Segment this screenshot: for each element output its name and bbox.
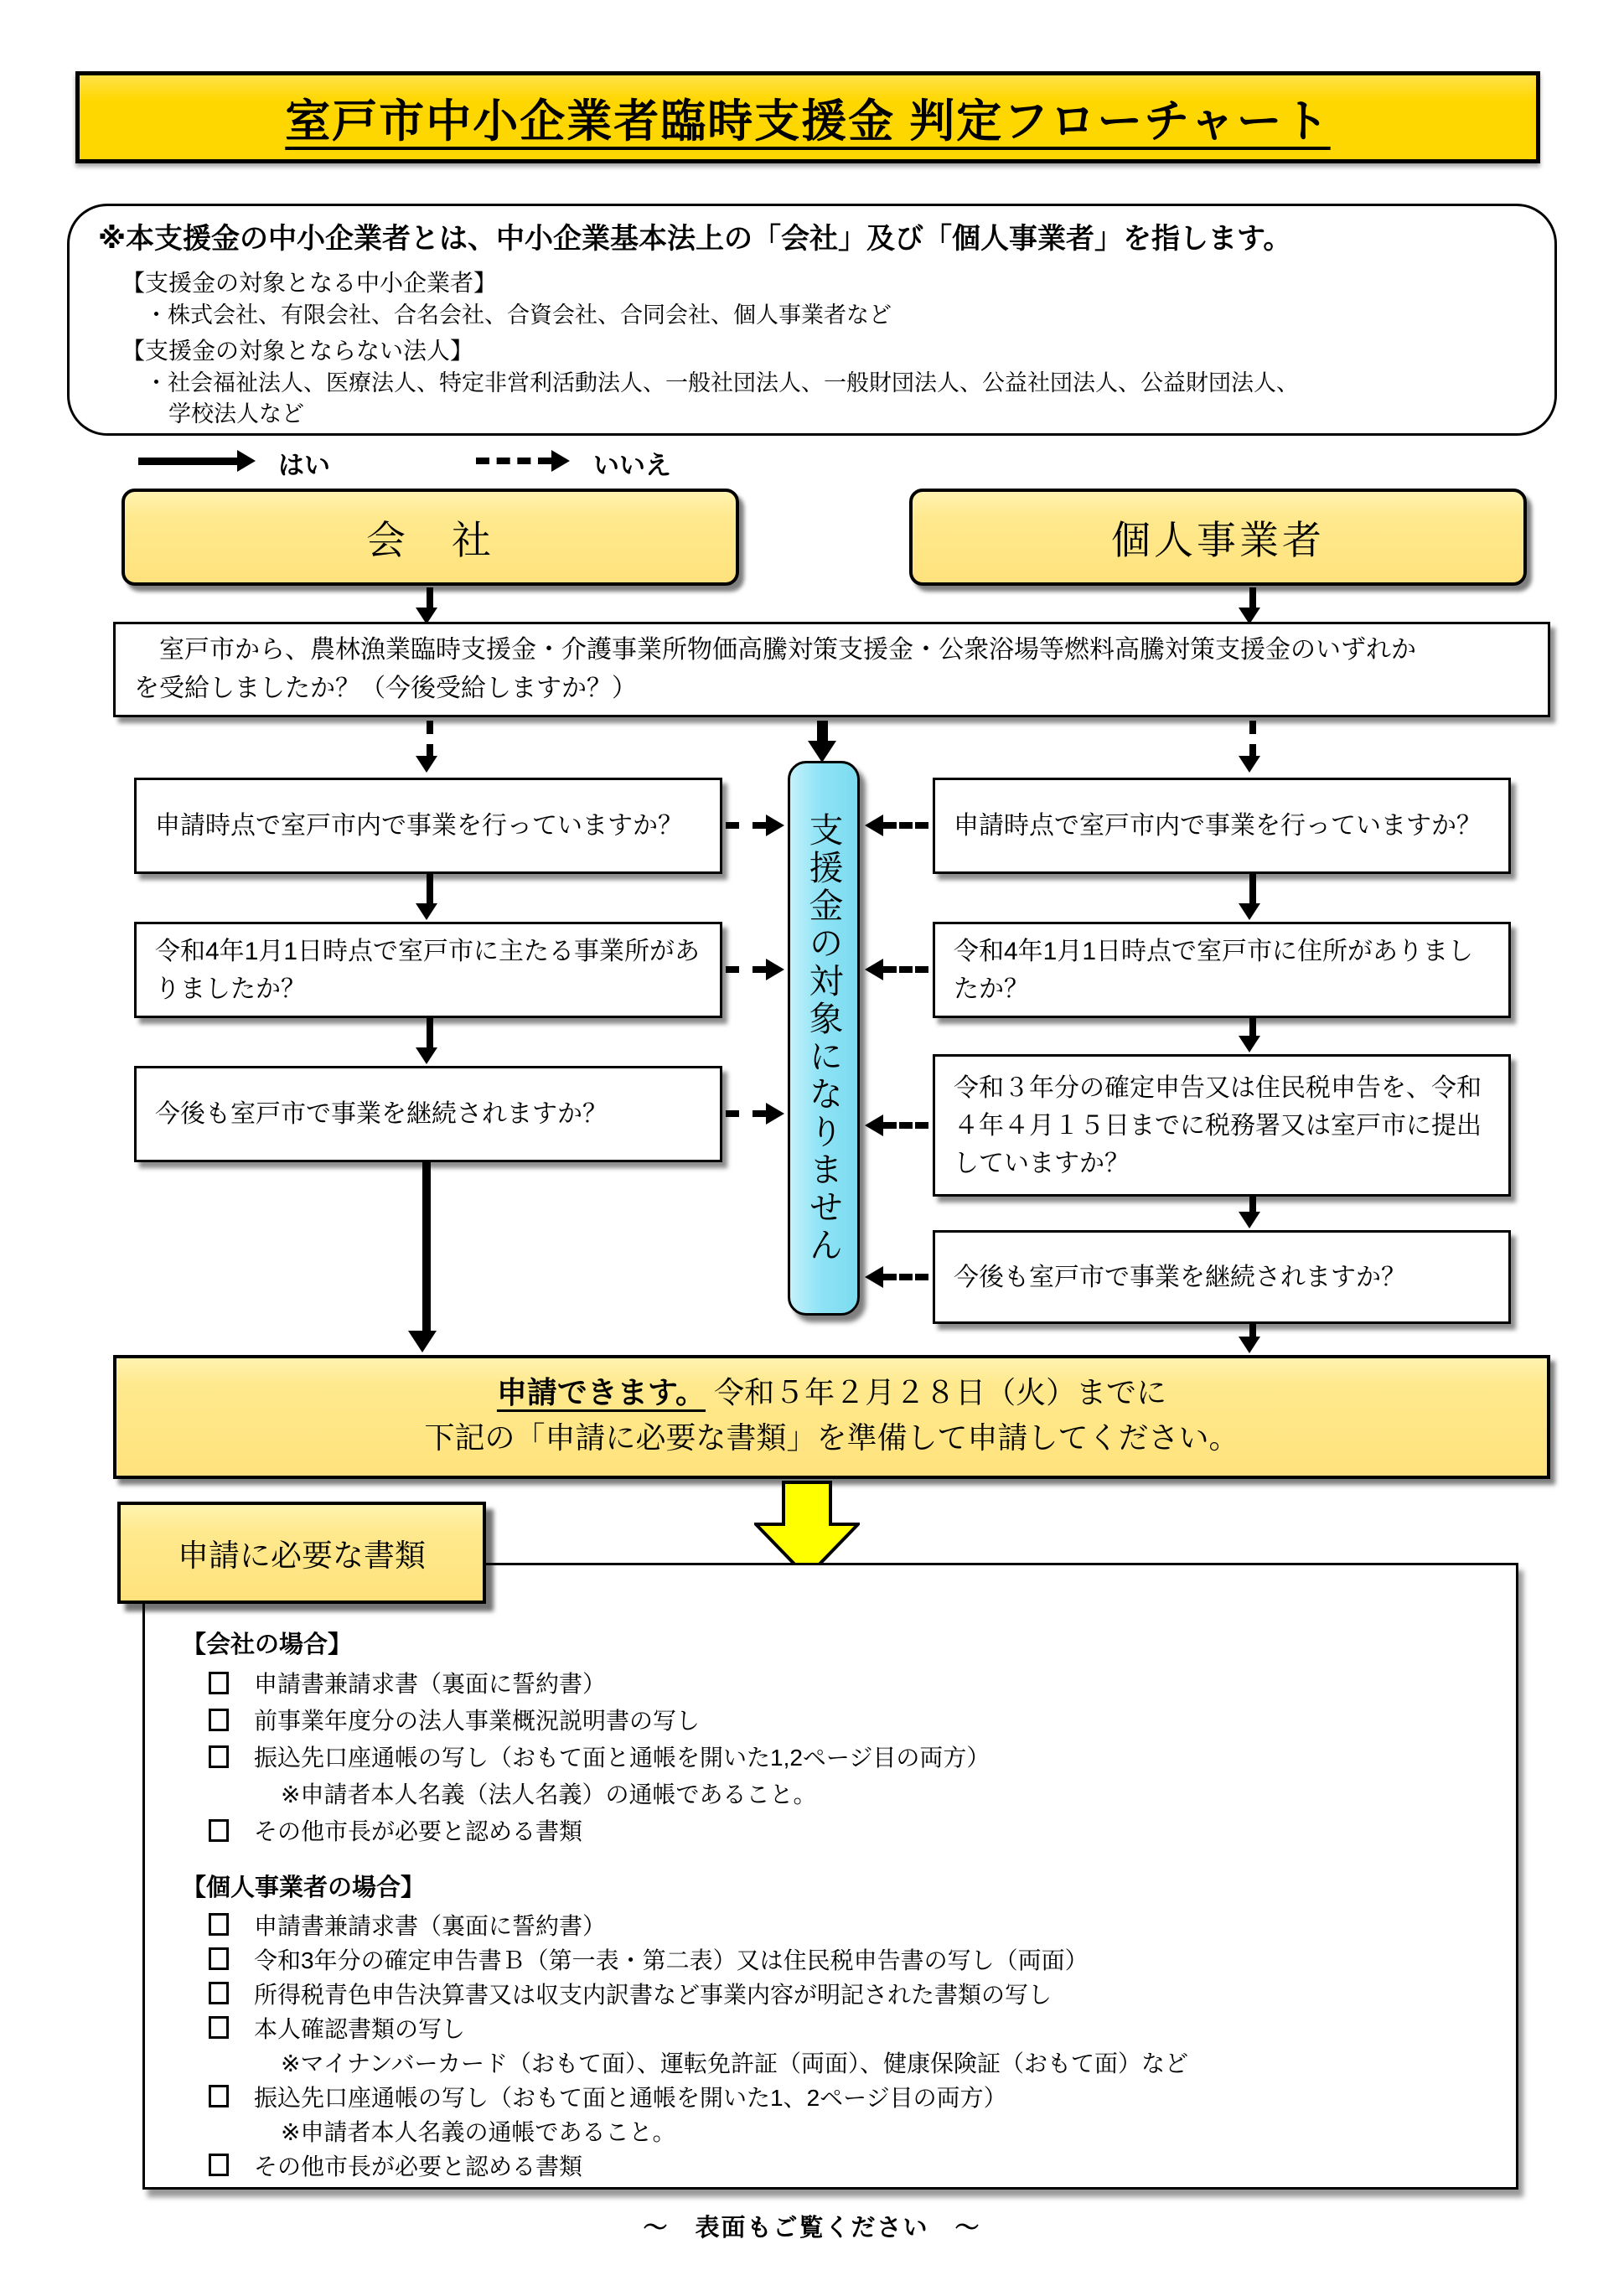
docs-section-gap — [182, 1849, 1486, 1869]
arrow-individual-q1-q2-line — [1249, 874, 1256, 905]
common-question-line1: 室戸市から、農林漁業臨時支援金・介護事業所物価高騰対策支援金・公衆浴場等燃料高騰対策支援金のいずれか — [134, 636, 1416, 664]
result-line1-rest: 令和５年２月２８日（火）までに — [714, 1375, 1167, 1409]
checkbox-icon — [209, 2085, 229, 2107]
arrow-individual-q1-no-line — [883, 822, 928, 829]
individual-doc-item — [182, 1907, 1486, 1942]
individual-doc-item-text: 令和3年分の確定申告書Ｂ（第一表・第二表）又は住民税申告書の写し（両面） — [254, 1947, 1089, 1973]
company-doc-note-text: ※申請者本人名義（法人名義）の通帳であること。 — [281, 1781, 817, 1807]
ineligible-items-line2: 学校法人など — [168, 401, 304, 427]
individual-doc-note — [182, 2045, 1486, 2079]
company-doc-note — [182, 1775, 1486, 1812]
checkbox-icon — [209, 1947, 229, 1970]
checkbox-icon — [209, 1913, 229, 1936]
common-question-line2: を受給しましたか？（今後受給しますか？） — [134, 675, 637, 702]
arrow-individual-q2-no-line — [883, 966, 928, 973]
individual-doc-item — [182, 1976, 1486, 2010]
arrow-company-q3-no-line — [726, 1110, 766, 1117]
arrow-company-q2-q3-line — [427, 1018, 433, 1049]
arrow-company-q1-q2-head-icon — [416, 903, 437, 920]
eligible-heading: 【支援金の対象となる中小企業者】 — [122, 270, 498, 296]
arrow-individual-q2-no-head-icon — [865, 959, 883, 980]
company-q2-text: 令和4年1月1日時点で室戸市に主たる事業所がありましたか？ — [155, 937, 701, 1003]
company-docs-heading: 【会社の場合】 — [182, 1632, 353, 1658]
individual-doc-note-text: ※マイナンバーカード（おもて面）、運転免許証（両面）、健康保険証（おもて面）など — [281, 2050, 1188, 2076]
individual-q4-text: 今後も室戸市で事業を継続されますか？ — [954, 1263, 1406, 1291]
individual-q2-text: 令和4年1月1日時点で室戸市に住所がありましたか？ — [954, 937, 1474, 1003]
arrow-company-q1-q2-line — [427, 874, 433, 905]
arrow-individual-q3-q4-head-icon — [1239, 1212, 1260, 1228]
individual-doc-item-text: 振込先口座通帳の写し（おもて面と通帳を開いた1、2ページ目の両方） — [254, 2084, 1007, 2111]
company-doc-item — [182, 1664, 1486, 1701]
checkbox-icon — [209, 1982, 229, 2004]
checkbox-icon — [209, 2016, 229, 2039]
company-doc-item-text: その他市長が必要と認める書類 — [254, 1818, 583, 1844]
arrow-company-to-common-line — [427, 587, 433, 609]
individual-doc-item-text: 所得税青色申告決算書又は収支内訳書など事業内容が明記された書類の写し — [254, 1981, 1052, 2008]
arrow-company-q3-no-head-icon — [766, 1103, 784, 1125]
checkbox-icon — [209, 2154, 229, 2176]
footer-note: ～ 表面もご覧ください ～ — [643, 2215, 981, 2242]
arrow-no-to-individual-q1-line — [1249, 721, 1256, 758]
individual-doc-item-text: その他市長が必要と認める書類 — [254, 2153, 583, 2180]
result-box — [113, 1355, 1550, 1479]
result-emphasis: 申請できます。 — [496, 1375, 706, 1409]
arrow-individual-q1-q2-head-icon — [1239, 903, 1260, 920]
arrow-individual-q3-no-line — [883, 1122, 928, 1129]
checkbox-icon — [209, 1745, 229, 1768]
legend-no-arrow-line — [476, 458, 551, 464]
arrow-individual-q2-q3-line — [1249, 1018, 1256, 1037]
arrow-individual-q4-no-line — [883, 1274, 928, 1280]
legend-yes-arrow-line — [138, 458, 237, 465]
page-title-bar — [75, 71, 1540, 163]
notice-box — [67, 204, 1557, 436]
arrow-yes-to-not-eligible-head-icon — [808, 741, 836, 763]
arrow-company-q2-no-head-icon — [766, 959, 784, 980]
legend-yes-arrow-head-icon — [237, 450, 256, 472]
legend-yes-label: はい — [278, 451, 330, 480]
result-line1 — [116, 1370, 1547, 1415]
individual-docs-heading: 【個人事業者の場合】 — [182, 1875, 426, 1901]
not-eligible-box — [788, 761, 860, 1316]
arrow-individual-q4-no-head-icon — [865, 1266, 883, 1288]
arrow-company-q2-q3-head-icon — [416, 1047, 437, 1064]
individual-doc-note — [182, 2113, 1486, 2148]
arrow-no-to-individual-q1-head-icon — [1239, 756, 1260, 773]
company-doc-item-text: 前事業年度分の法人事業概況説明書の写し — [254, 1708, 701, 1734]
arrow-no-to-company-q1-head-icon — [416, 756, 437, 773]
individual-doc-note-text: ※申請者本人名義の通帳であること。 — [281, 2118, 676, 2145]
individual-doc-item-text: 申請書兼請求書（裏面に誓約書） — [254, 1912, 607, 1939]
company-q3-text: 今後も室戸市で事業を継続されますか？ — [155, 1100, 608, 1128]
arrow-company-q1-no-head-icon — [766, 814, 784, 836]
individual-doc-item-text: 本人確認書類の写し — [254, 2015, 466, 2042]
arrow-individual-q3-q4-line — [1249, 1197, 1256, 1213]
company-q3-box — [134, 1066, 722, 1162]
company-doc-item — [182, 1738, 1486, 1775]
page-title: 室戸市中小企業者臨時支援金 判定フローチャート — [285, 96, 1331, 147]
legend-no-label: いいえ — [593, 451, 671, 480]
individual-q1-box — [933, 778, 1511, 874]
ineligible-items-line1: ・社会福祉法人、医療法人、特定非営利活動法人、一般社団法人、一般財団法人、公益社団法人、公益財団法人、 — [145, 370, 1299, 396]
result-line2: 下記の「申請に必要な書類」を準備して申請してください。 — [424, 1420, 1239, 1455]
company-q2-box — [134, 922, 722, 1018]
individual-doc-item — [182, 2010, 1486, 2045]
common-question-box — [113, 622, 1550, 717]
individual-doc-item — [182, 1942, 1486, 1976]
checkbox-icon — [209, 1672, 229, 1694]
individual-doc-item — [182, 2079, 1486, 2113]
eligible-items: ・株式会社、有限会社、合名会社、合資会社、合同会社、個人事業者など — [145, 303, 892, 328]
documents-label-text: 申請に必要な書類 — [178, 1538, 426, 1573]
arrow-no-to-company-q1-line — [427, 721, 433, 758]
checkbox-icon — [209, 1709, 229, 1731]
company-doc-item — [182, 1812, 1486, 1849]
company-node — [122, 489, 739, 586]
arrow-company-q1-no-line — [726, 822, 766, 829]
company-doc-item-text: 振込先口座通帳の写し（おもて面と通帳を開いた1,2ページ目の両方） — [254, 1745, 990, 1771]
individual-node — [909, 489, 1527, 586]
individual-node-label: 個人事業者 — [1111, 517, 1325, 562]
individual-q4-box — [933, 1230, 1511, 1324]
not-eligible-label: 支援金の対象になりません — [804, 812, 843, 1264]
ineligible-heading: 【支援金の対象とならない法人】 — [122, 338, 474, 364]
arrow-individual-q4-result-head-icon — [1239, 1337, 1260, 1353]
individual-q2-box — [933, 922, 1511, 1018]
documents-label — [117, 1502, 486, 1604]
individual-doc-item — [182, 2148, 1486, 2182]
company-node-label: 会 社 — [366, 517, 494, 562]
arrow-company-q2-no-line — [726, 966, 766, 973]
company-doc-item-text: 申請書兼請求書（裏面に誓約書） — [254, 1671, 607, 1697]
company-q1-box — [134, 778, 722, 874]
arrow-individual-q3-no-head-icon — [865, 1114, 883, 1136]
arrow-individual-to-common-line — [1249, 587, 1256, 609]
arrow-company-q3-result-head-icon — [408, 1331, 437, 1352]
company-doc-item — [182, 1701, 1486, 1738]
individual-q3-text: 令和３年分の確定申告又は住民税申告を、令和４年４月１５日までに税務署又は室戸市に提出していますか？ — [954, 1073, 1482, 1177]
checkbox-icon — [209, 1819, 229, 1842]
arrow-company-q3-result-line — [422, 1162, 431, 1332]
legend-no-arrow-head-icon — [551, 450, 570, 472]
notice-headline: ※本支援金の中小企業者とは、中小企業基本法上の「会社」及び「個人事業者」を指します。 — [98, 223, 1292, 255]
documents-box — [142, 1563, 1518, 2190]
individual-q1-text: 申請時点で室戸市内で事業を行っていますか？ — [954, 812, 1482, 840]
individual-q3-box — [933, 1054, 1511, 1197]
company-q1-text: 申請時点で室戸市内で事業を行っていますか？ — [155, 812, 683, 840]
arrow-individual-q2-q3-head-icon — [1239, 1036, 1260, 1052]
arrow-individual-q1-no-head-icon — [865, 814, 883, 836]
